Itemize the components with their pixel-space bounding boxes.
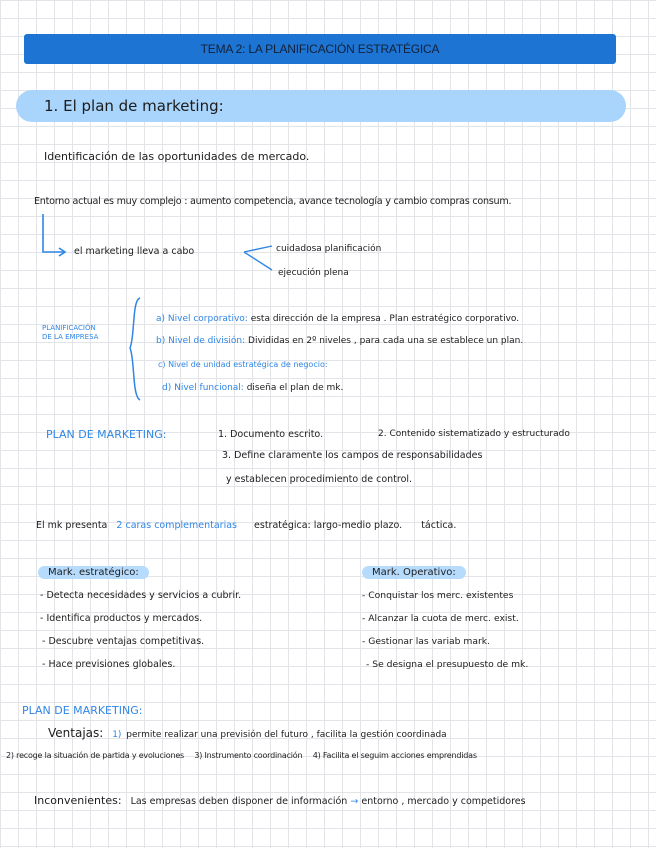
presenta-tail: táctica. <box>421 520 457 531</box>
branch-arrow-icon <box>242 240 276 276</box>
operativo-item-3: - Gestionar las variab mark. <box>362 636 490 647</box>
branch-text-2: ejecución plena <box>278 268 349 278</box>
operativo-item-4: - Se designa el presupuesto de mk. <box>366 659 529 670</box>
inconvenientes-tail: entorno , mercado y competidores <box>361 796 526 807</box>
nivel-item-d <box>162 383 343 393</box>
section-title <box>44 97 224 115</box>
marketing-lleva-text: el marketing lleva a cabo <box>74 246 195 257</box>
estrategico-item-4: - Hace previsiones globales. <box>42 659 176 670</box>
nivel-item-b-text: Divididas en 2º niveles , para cada una se establece un plan. <box>248 336 524 346</box>
plan-point-4: y establecen procedimiento de control. <box>226 474 413 485</box>
nivel-item-c <box>158 360 328 369</box>
planificacion-label-line-1: PLANIFICACIÓN <box>42 324 96 332</box>
ventajas-label: Ventajas: <box>48 726 104 740</box>
inconvenientes-label: Inconvenientes: <box>34 794 122 807</box>
intro-line-2: Entorno actual es muy complejo : aumento competencia, avance tecnología y cambio compras consum. <box>34 196 512 207</box>
nivel-item-c-title: c) Nivel de unidad estratégica de negocio: <box>158 360 328 369</box>
presenta-highlight: 2 caras complementarias <box>116 520 237 531</box>
operativo-label: Mark. Operativo: <box>362 566 466 579</box>
planificacion-label <box>42 324 98 342</box>
right-arrow-icon: → <box>350 796 359 807</box>
intro-line-1: Identificación de las oportunidades de mercado. <box>44 150 310 163</box>
ventaja-2: 2) recoge la situación de partida y evoluciones <box>6 751 185 760</box>
ventajas-line-2 <box>6 751 477 760</box>
nivel-item-d-text: diseña el plan de mk. <box>246 383 344 393</box>
nivel-item-d-title: d) Nivel funcional: <box>162 383 244 393</box>
operativo-item-1: - Conquistar los merc. existentes <box>362 590 514 601</box>
operativo-item-2: - Alcanzar la cuota de merc. exist. <box>362 613 519 624</box>
page-header-bar <box>24 34 616 64</box>
nivel-item-a <box>156 314 519 324</box>
presenta-line <box>36 520 456 531</box>
planificacion-label-line-2: DE LA EMPRESA <box>42 333 99 341</box>
section-title-text: El plan de marketing: <box>63 97 224 115</box>
estrategico-label: Mark. estratégico: <box>38 566 149 579</box>
ventajas-line: Ventajas: 1) permite realizar una previsión del futuro , facilita la gestión coordinada <box>48 726 447 740</box>
estrategico-item-2: - Identifica productos y mercados. <box>40 613 203 624</box>
nivel-item-a-title: a) Nivel corporativo: <box>156 314 248 324</box>
plan-marketing-label: PLAN DE MARKETING: <box>46 428 167 441</box>
plan-point-1: 1. Documento escrito. <box>218 429 324 440</box>
presenta-suffix: estratégica: largo-medio plazo. <box>254 520 403 531</box>
nivel-item-a-text: esta dirección de la empresa . Plan estratégico corporativo. <box>250 314 520 324</box>
nivel-item-b-title: b) Nivel de división: <box>156 336 246 346</box>
estrategico-item-1: - Detecta necesidades y servicios a cubrir. <box>40 590 242 601</box>
plan-point-2: 2. Contenido sistematizado y estructurado <box>378 429 570 439</box>
curly-brace-icon <box>126 296 144 402</box>
presenta-prefix: El mk presenta <box>36 520 108 531</box>
nivel-item-b <box>156 336 523 346</box>
inconvenientes-text: Las empresas deben disponer de información <box>130 796 348 807</box>
plan2-label: PLAN DE MARKETING: <box>22 704 143 717</box>
estrategico-item-3: - Descubre ventajas competitivas. <box>42 636 205 647</box>
elbow-arrow-icon <box>38 212 70 262</box>
ventaja-3: 3) Instrumento coordinación <box>194 751 303 760</box>
plan-point-3: 3. Define claramente los campos de responsabilidades <box>222 450 483 461</box>
section-number: 1. <box>44 97 59 115</box>
ventaja-1: permite realizar una previsión del futuro , facilita la gestión coordinada <box>123 730 447 740</box>
ventaja-4: 4) Facilita el seguim acciones emprendidas <box>312 751 477 760</box>
branch-text-1: cuidadosa planificación <box>276 244 382 254</box>
inconvenientes-line <box>34 794 526 807</box>
page-title: TEMA 2: LA PLANIFICACIÓN ESTRATÉGICA <box>200 42 440 56</box>
